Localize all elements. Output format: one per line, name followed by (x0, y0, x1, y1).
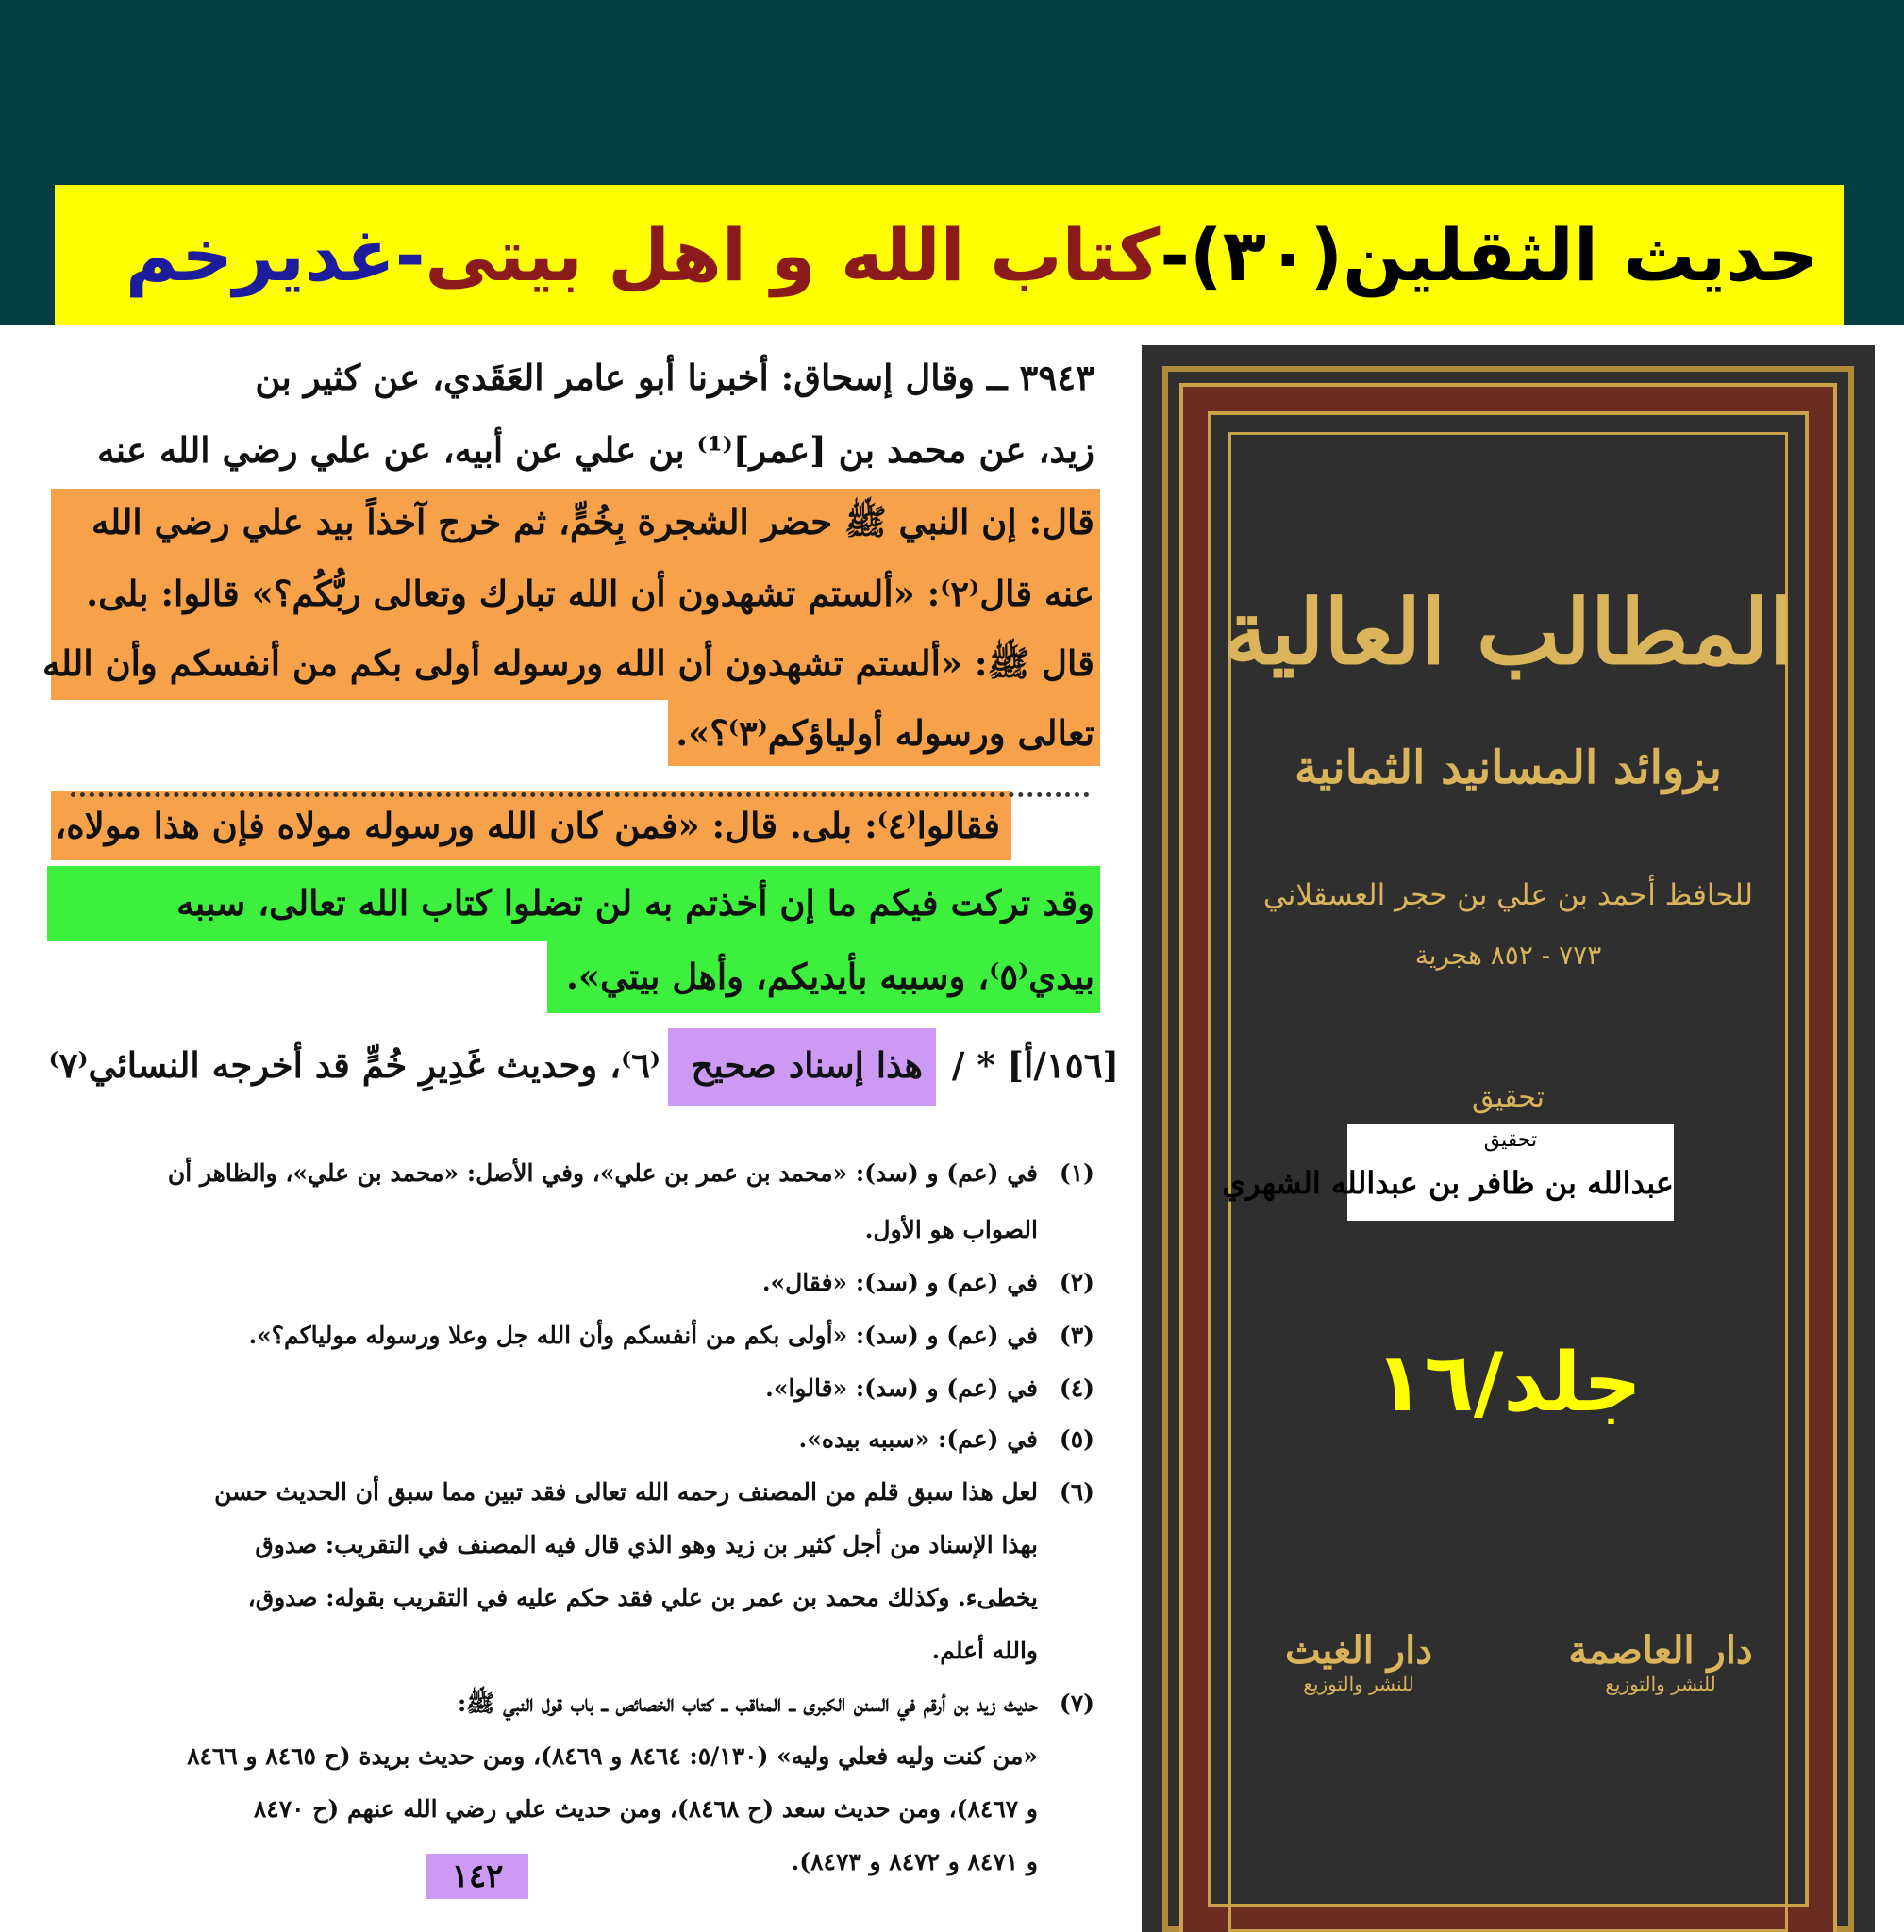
publisher-right (1566, 1628, 1755, 1695)
footnote-line: بهذا الإسناد من أجل كثير بن زيد وهو الذي قال فيه المصنف في التقريب: صدوق (255, 1531, 1038, 1558)
footnote-line: في (عم) و (سد): «فقال». (761, 1269, 1038, 1296)
publisher-left (1264, 1628, 1453, 1695)
footnote-6-cont-1 (255, 1526, 1038, 1564)
footnote-1 (168, 1155, 1094, 1192)
footnote-line: لعل هذا سبق قلم من المصنف رحمه الله تعالى فقد تبين مما سبق أن الحديث حسن (214, 1478, 1038, 1506)
footnote-6-cont-3 (932, 1632, 1039, 1670)
text-line-4: عنه قال⁽٢⁾: «ألستم تشهدون أن الله تبارك وتعالى ربُّكُم؟» قالوا: بلى. (86, 573, 1094, 614)
text-line-6: تعالى ورسوله أولياؤكم⁽٣⁾؟». (676, 712, 1094, 754)
footnote-7 (458, 1685, 1094, 1723)
footnote-line: و ٨٤٦٧)، ومن حديث سعد (ح ٨٤٦٨)، ومن حديث علي رضي الله عنهم (ح ٨٤٧٠ (253, 1795, 1038, 1823)
title-part-1: حديث الثقلين(٣٠)- (1160, 212, 1819, 297)
footnote-1-cont (865, 1211, 1038, 1249)
footnote-6-cont-2 (248, 1579, 1038, 1617)
footnote-7-cont-2 (254, 1790, 1038, 1828)
cover-tahqiq: تحقيق (1472, 1081, 1545, 1114)
text-line-8: وقد تركت فيكم ما إن أخذتم به لن تضلوا كتاب الله تعالى، سببه (176, 882, 1094, 924)
footnote-number: (٧) (1059, 1690, 1094, 1717)
publisher-left-tag: للنشر والتوزيع (1303, 1673, 1414, 1695)
footnote-6 (214, 1474, 1094, 1511)
footnote-number: (٥) (1059, 1425, 1094, 1453)
book-cover (1142, 345, 1875, 1932)
footnote-line: يخطىء. وكذلك محمد بن عمر بن علي فقد حكم عليه في التقريب بقوله: صدوق، (247, 1584, 1038, 1611)
footnote-7-cont-3 (792, 1843, 1038, 1881)
footnote-line: في (عم): «سببه بيده». (798, 1425, 1038, 1453)
footnote-number: (١) (1059, 1159, 1094, 1187)
footnote-line: في (عم) و (سد): «محمد بن عمر بن علي»، وفي الأصل: «محمد بن علي»، والظاهر أن (167, 1159, 1038, 1187)
footnote-number: (٤) (1059, 1374, 1094, 1402)
footnote-line: والله أعلم. (931, 1637, 1038, 1664)
footnote-5 (799, 1421, 1094, 1458)
text-line-7: فقالوا⁽٤⁾: بلى. قال: «فمن كان الله ورسوله مولاه فإن هذا مولاه، (55, 805, 1000, 846)
cover-years: ٧٧٣ - ٨٥٢ هجرية (1414, 940, 1602, 971)
footnote-line: الصواب هو الأول. (864, 1216, 1038, 1243)
footnote-line: في (عم) و (سد): «أولى بكم من أنفسكم وأن الله جل وعلا ورسوله مولياكم؟». (248, 1322, 1038, 1349)
editor-label-box (1222, 1124, 1674, 1221)
cover-title: المطالب العالية (1223, 581, 1794, 685)
isnad-sahih-phrase: هذا إسناد صحيح (691, 1044, 923, 1086)
footnote-line: حديث زيد بن أرقم في السنن الكبرى ــ المناقب ــ كتاب الخصائص ــ باب قول النبي ﷺ: (457, 1690, 1038, 1717)
editor-label: تحقيق (1483, 1128, 1538, 1152)
text-line-9: بيدي⁽٥⁾، وسببه بأيديكم، وأهل بيتي». (565, 956, 1094, 997)
footnote-7-cont-1 (187, 1738, 1038, 1775)
footnote-line: و ٨٤٧١ و ٨٤٧٢ و ٨٤٧٣). (791, 1848, 1038, 1875)
text-line-1: ٣٩٤٣ ــ وقال إسحاق: أخبرنا أبو عامر العَقَدي، عن كثير بن (255, 357, 1094, 398)
volume-label: جلد/١٦ (1374, 1336, 1643, 1430)
text-line-3: قال: إن النبي ﷺ حضر الشجرة بِخُمٍّ، ثم خرج آخذاً بيد علي رضي الله (92, 501, 1094, 542)
text-line-2: زيد، عن محمد بن [عمر]⁽¹⁾ بن علي عن أبيه، عن علي رضي الله عنه (96, 429, 1094, 471)
footnote-number: (٢) (1059, 1269, 1094, 1296)
folio-reference: [١٥٦/أ] * / (951, 1044, 1119, 1086)
cover-author: للحافظ أحمد بن علي بن حجر العسقلاني (1262, 878, 1754, 912)
footnote-line: «من كنت وليه فعلي وليه» (٥/١٣٠: ٨٤٦٤ و ٨٤٦٩)، ومن حديث بريدة (ح ٨٤٦٥ و ٨٤٦٦ (187, 1742, 1038, 1770)
footnote-number: (٦) (1059, 1478, 1094, 1506)
publisher-left-name: دار الغيث (1284, 1628, 1433, 1673)
publisher-right-name: دار العاصمة (1568, 1628, 1753, 1673)
text-line-10-end: ⁽٦⁾، وحديث غَدِيرِ خُمٍّ قد أخرجه النسائي⁽٧⁾ (48, 1044, 660, 1086)
publisher-right-tag: للنشر والتوزيع (1605, 1673, 1716, 1695)
page-number: ١٤٢ (426, 1854, 528, 1899)
footnote-3 (248, 1317, 1094, 1355)
title-part-3: -غديرخم (125, 212, 426, 297)
title-banner (55, 185, 1844, 325)
footnote-separator (71, 792, 1090, 797)
editor-name: عبدالله بن ظافر بن عبدالله الشهري (1222, 1165, 1674, 1201)
cover-subtitle: بزوائد المسانيد الثمانية (1294, 741, 1722, 794)
footnote-2 (762, 1264, 1094, 1302)
text-line-5: قال ﷺ: «ألستم تشهدون أن الله ورسوله أولى بكم من أنفسكم وأن الله (42, 642, 1094, 684)
title-part-2: كتاب الله و اهل بيتى (425, 212, 1161, 297)
footnote-number: (٣) (1059, 1322, 1094, 1349)
footnote-line: في (عم) و (سد): «قالوا». (765, 1374, 1038, 1402)
footnote-4 (765, 1370, 1094, 1407)
